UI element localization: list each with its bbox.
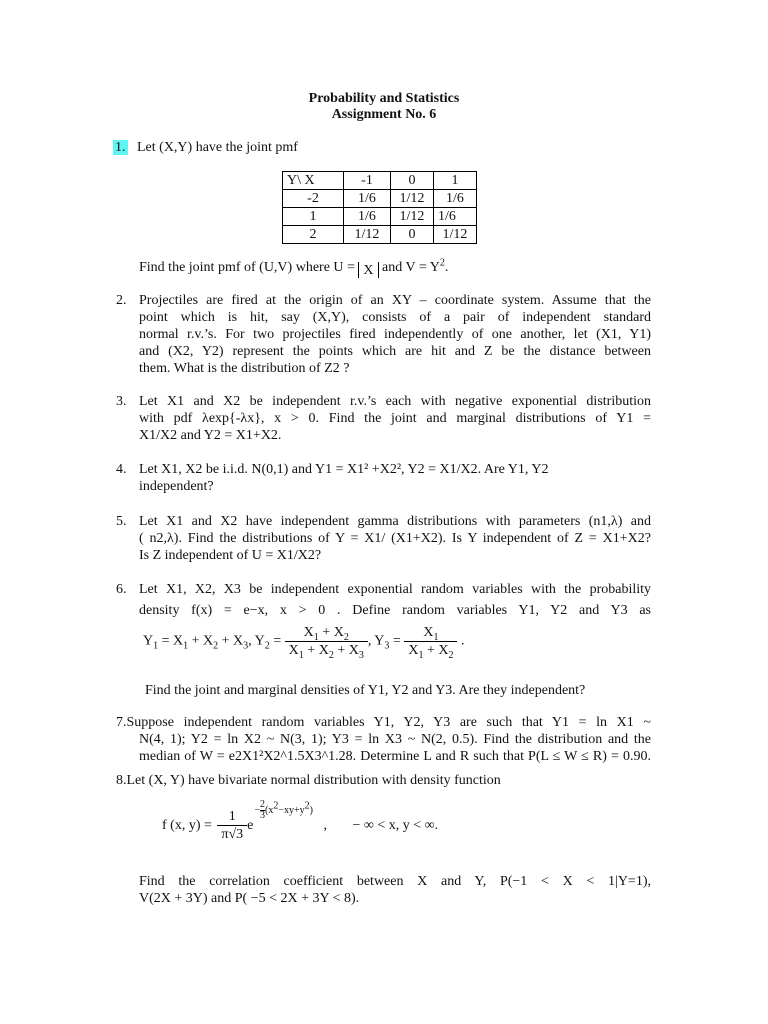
density-range: − ∞ < x, y < ∞. [352,818,439,833]
question-line [116,714,651,731]
page-title: Probability and Statistics [308,91,460,106]
question-line: and (X2, Y2) represent the points which are hit and Z be the distance between [139,344,651,359]
question-4 [139,461,549,495]
task-text: Find the joint pmf of (U,V) where U = [139,260,355,275]
table-cell: 1/12 [434,226,477,244]
question-6-task: Find the joint and marginal densities of Y1, Y2 and Y3. Are they independent? [145,683,586,698]
question-line: X1/X2 and Y2 = X1+X2. [139,428,282,443]
question-number: 7. [116,715,127,730]
question-7 [116,714,651,765]
question-number: 2. [116,293,127,308]
question-line: Let X1 and X2 have independent gamma distributions with parameters (n1,λ) and [139,514,651,529]
question-text: Let (X, Y) have bivariate normal distribution with density function [126,773,501,788]
table-header-cell: 0 [391,172,434,190]
question-line: Projectiles are fired at the origin of an XY – coordinate system. Assume that the [139,293,651,308]
question-line: Find the correlation coefficient between X and Y, P(−1 < X < 1|Y=1), [139,874,651,889]
question-text: Let (X,Y) have the joint pmf [137,140,298,155]
question-line: point which is hit, say (X,Y), consists of a pair of independent standard [139,310,651,325]
question-1 [113,139,298,156]
density-formula: f (x, y) = $\frac{1}{\pi√3}$ $e^{- \frac{2}{3} (x^2-xy+y^2)}$ , − ∞ < x, y < ∞. [162,798,439,842]
table-row-label: 1 [283,208,344,226]
question-number-highlight: 1. [115,140,126,155]
table-row-label: -2 [283,190,344,208]
table-header-cell: 1 [434,172,477,190]
q6-equations: $Y_1 = X_1 + X_2 + X_3$, $Y_2$ = $\frac{X_1 + X_2}{X_1 + X_2 + X_3}$ , $Y_3$ = $\frac{X_1}{X_1 + X_2}$ . [143,625,465,661]
question-number: 5. [116,514,127,529]
question-line: density f(x) = e−x, x > 0 . Define random variables Y1, Y2 and Y3 as [139,603,651,618]
question-8-task [139,873,651,907]
question-5 [139,513,651,564]
question-number: 3. [116,394,127,409]
question-1-task: Find the joint pmf of (U,V) where U = X and $V = Y^2$. [139,257,449,278]
joint-pmf-table [282,171,477,244]
table-cell: 1/12 [344,226,391,244]
question-line: N(4, 1); Y2 = ln X2 ~ N(3, 1); Y3 = ln X3 ~ N(2, 0.5). Find the distribution and the [139,732,651,747]
question-line: Let X1 and X2 be independent r.v.’s each with negative exponential distribution [139,394,651,409]
question-8 [116,772,501,789]
task-text: and V = Y [382,260,440,275]
task-text: . [444,260,449,275]
absolute-value-x: X [358,262,378,278]
table-cell: 1/6 [344,208,391,226]
table-cell: 1/6 [434,208,477,226]
table-corner-cell: Y\ X [283,172,344,190]
question-line: normal r.v.’s. For two projectiles fired independently of one another, let (X1, Y1) [139,327,651,342]
question-number: 6. [116,582,127,597]
question-number: 8. [116,773,127,788]
table-cell: 1/12 [391,190,434,208]
table-cell: 1/6 [344,190,391,208]
question-line: median of W = e2X1²X2^1.5X3^1.28. Determine L and R such that P(L ≤ W ≤ R) = 0.90. [139,749,651,764]
question-line: Is Z independent of U = X1/X2? [139,548,322,563]
question-6 [139,581,651,619]
table-row-label: 2 [283,226,344,244]
question-line: them. What is the distribution of Z2 ? [139,361,350,376]
question-line: with pdf λexp{-λx}, x > 0. Find the joint and marginal distributions of Y1 = [139,411,651,426]
question-line: independent? [139,479,214,494]
question-text: Suppose independent random variables Y1, Y2, Y3 are such that Y1 = ln X1 ~ [126,715,651,730]
question-line: Let X1, X2 be i.i.d. N(0,1) and Y1 = X1² +X2², Y2 = X1/X2. Are Y1, Y2 [139,462,549,477]
question-line: ( n2,λ). Find the distributions of Y = X1/ (X1+X2). Is Y independent of Z = X1+X2? [139,531,651,546]
page-subtitle: Assignment No. 6 [331,107,437,122]
question-line: Let X1, X2, X3 be independent exponential random variables with the probability [139,582,651,597]
question-line: V(2X + 3Y) and P( −5 < 2X + 3Y < 8). [139,891,360,906]
table-cell: 1/12 [391,208,434,226]
table-header-cell: -1 [344,172,391,190]
table-cell: 0 [391,226,434,244]
question-number: 4. [116,462,127,477]
table-cell: 1/6 [434,190,477,208]
question-2 [139,292,651,377]
question-3 [139,393,651,444]
